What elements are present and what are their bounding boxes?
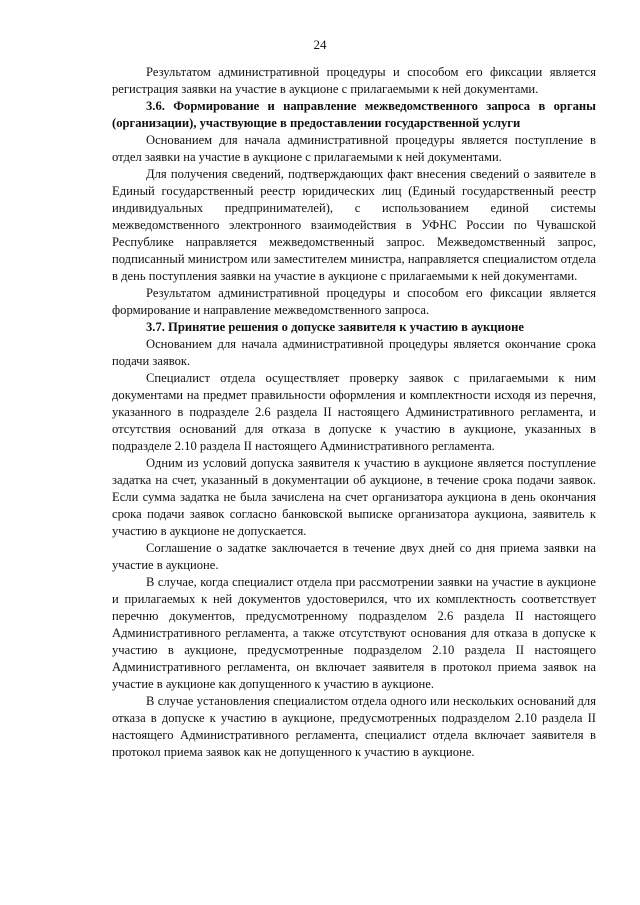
section-heading-3-6: 3.6. Формирование и направление межведомственного запроса в органы (организации), участвующие в предоставлении государственной услуги [112,99,596,130]
section-heading-3-7: 3.7. Принятие решения о допуске заявителя к участию в аукционе [146,320,524,334]
paragraph-deposit-agreement: Соглашение о задатке заключается в течение двух дней со дня приема заявки на участие в аукционе. [112,541,596,572]
paragraph-deposit-condition: Одним из условий допуска заявителя к участию в аукционе является поступление задатка на счет, указанный в документации об аукционе, в течение срока подачи заявок. Если сумма задатка не была зачислена на счет организатора аукциона в день окончания срока подачи заявок согласно банковской выписке организатора аукциона, заявитель к участию в аукционе не допускается. [112,456,596,538]
paragraph-interagency-request: Для получения сведений, подтверждающих факт внесения сведений о заявителе в Единый государственный реестр юридических лиц (Единый государственный реестр индивидуальных предпринимателей), с использованием единой системы межведомственного электронного взаимодействия в УФНС России по Чувашской Республике направляется межведомственный запрос. Межведомственный запрос, подписанный министром или заместителем министра, направляется специалистом отдела в день поступления заявки на участие в аукционе с прилагаемыми к ней документами. [112,167,596,283]
document-body [112,64,596,761]
paragraph-basis-receipt: Основанием для начала административной процедуры является поступление в отдел заявки на участие в аукционе с прилагаемыми к ней документами. [112,133,596,164]
paragraph-refusal-case: В случае установления специалистом отдела одного или нескольких оснований для отказа в допуске к участию в аукционе, предусмотренных подразделом 2.10 раздела II настоящего Административного регламента, специалист отдела включает заявителя в протокол приема заявок как не допущенного к участию в аукционе. [112,694,596,759]
paragraph-application-check: Специалист отдела осуществляет проверку заявок с прилагаемыми к ним документами на предмет правильности оформления и комплектности исходя из перечня, указанного в подразделе 2.6 раздела II настоящего Административного регламента, и отсутствия оснований для отказа в допуске к участию в аукционе, указанных в подразделе 2.10 раздела II настоящего Административного регламента. [112,371,596,453]
page-number: 24 [313,37,327,52]
paragraph-procedure-result-request: Результатом административной процедуры и способом его фиксации является формирование и направление межведомственного запроса. [112,286,596,317]
paragraph-basis-deadline: Основанием для начала административной процедуры является окончание срока подачи заявок. [112,337,596,368]
paragraph-procedure-result-registration: Результатом административной процедуры и способом его фиксации является регистрация заявки на участие в аукционе с прилагаемыми к ней документами. [112,65,596,96]
paragraph-admission-case: В случае, когда специалист отдела при рассмотрении заявки на участие в аукционе и прилагаемых к ней документов удостоверился, что их комплектность соответствует перечню документов, предусмотренному подразделом 2.6 раздела II настоящего Административного регламента, а также отсутствуют основания для отказа в допуске к участию в аукционе, предусмотренные подразделом 2.10 раздела II настоящего Административного регламента, он включает заявителя в протокол приема заявок на участие в аукционе как допущенного к участию в аукционе. [112,575,596,691]
